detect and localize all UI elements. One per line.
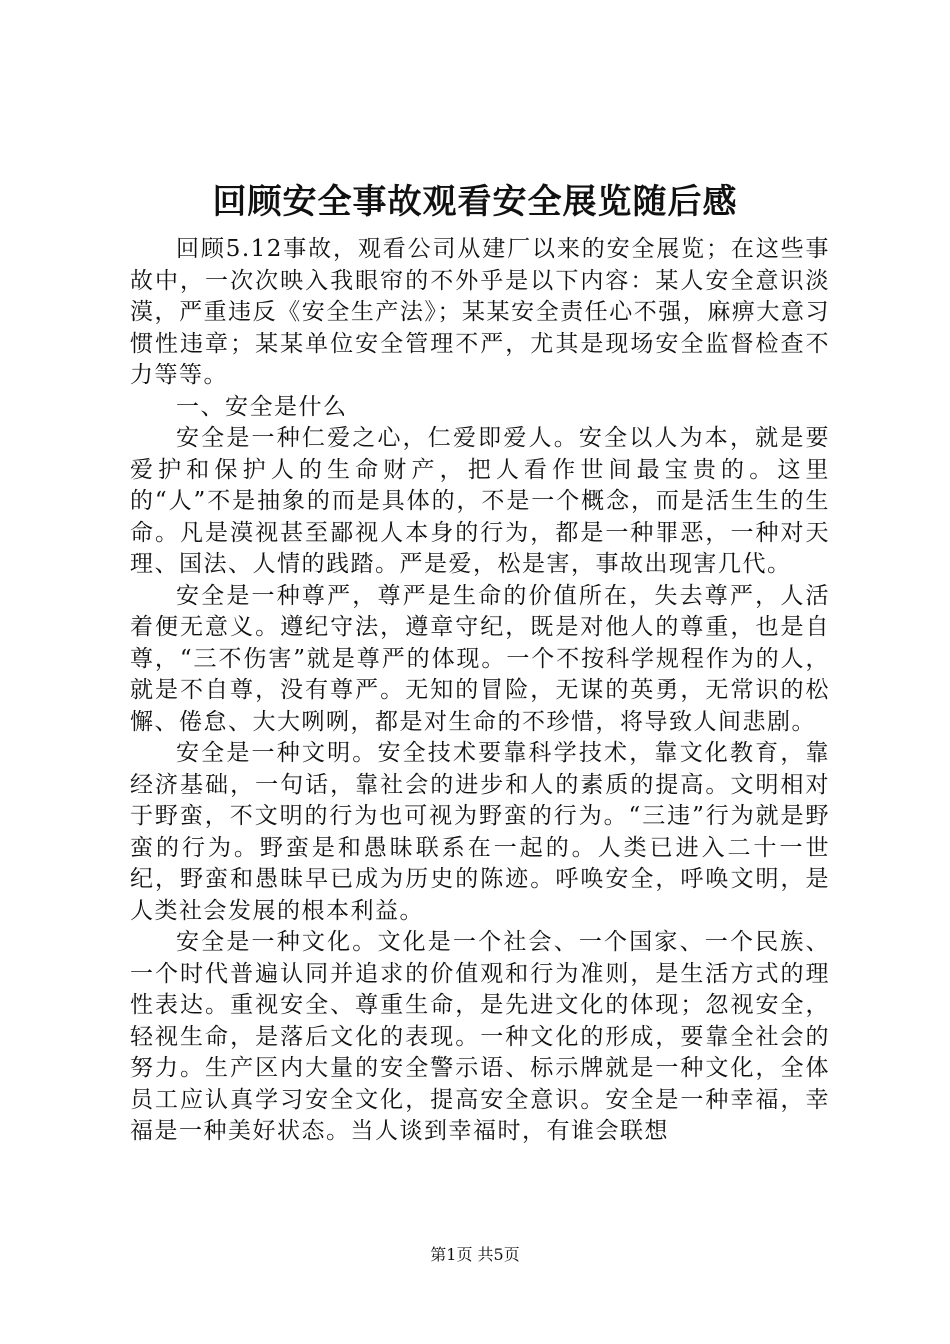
section-heading: 一、安全是什么 bbox=[176, 393, 348, 420]
page-number-footer: 第1页 共5页 bbox=[430, 1245, 520, 1264]
document-title: 回顾安全事故观看安全展览随后感 bbox=[212, 182, 738, 222]
paragraph-benevolence: 安全是一种仁爱之心，仁爱即爱人。安全以人为本，就是要爱护和保护人的生命财产，把人看作世间最宝贵的。这里的“人”不是抽象的而是具体的，不是一个概念，而是活生生的生命。凡是漠视甚至鄙视人本身的行为，都是一种罪恶，一种对天理、国法、人情的践踏。严是爱，松是害，事故出现害几代。 bbox=[130, 425, 830, 577]
paragraph-intro: 回顾5.12事故，观看公司从建厂以来的安全展览；在这些事故中，一次次映入我眼帘的不外乎是以下内容：某人安全意识淡漠，严重违反《安全生产法》；某某安全责任心不强，麻痹大意习惯性违章；某某单位安全管理不严，尤其是现场安全监督检查不力等等。 bbox=[130, 236, 830, 388]
paragraph-dignity: 安全是一种尊严，尊严是生命的价值所在，失去尊严，人活着便无意义。遵纪守法，遵章守纪，既是对他人的尊重，也是自尊，“三不伤害”就是尊严的体现。一个不按科学规程作为的人，就是不自尊，没有尊严。无知的冒险，无谋的英勇，无常识的松懈、倦怠、大大咧咧，都是对生命的不珍惜，将导致人间悲剧。 bbox=[130, 582, 830, 735]
paragraph-culture: 安全是一种文化。文化是一个社会、一个国家、一个民族、一个时代普遍认同并追求的价值观和行为准则，是生活方式的理性表达。重视安全、尊重生命，是先进文化的体现；忽视安全，轻视生命，是落后文化的表现。一种文化的形成，要靠全社会的努力。生产区内大量的安全警示语、标示牌就是一种文化，全体员工应认真学习安全文化，提高安全意识。安全是一种幸福，幸福是一种美好状态。当人谈到幸福时，有谁会联想 bbox=[130, 929, 830, 1144]
paragraph-civilization: 安全是一种文明。安全技术要靠科学技术，靠文化教育，靠经济基础，一句话，靠社会的进步和人的素质的提高。文明相对于野蛮，不文明的行为也可视为野蛮的行为。“三违”行为就是野蛮的行为。野蛮是和愚昧联系在一起的。人类已进入二十一世纪，野蛮和愚昧早已成为历史的陈迹。呼唤安全，呼唤文明，是人类社会发展的根本利益。 bbox=[130, 740, 830, 924]
document-body bbox=[130, 234, 830, 1148]
